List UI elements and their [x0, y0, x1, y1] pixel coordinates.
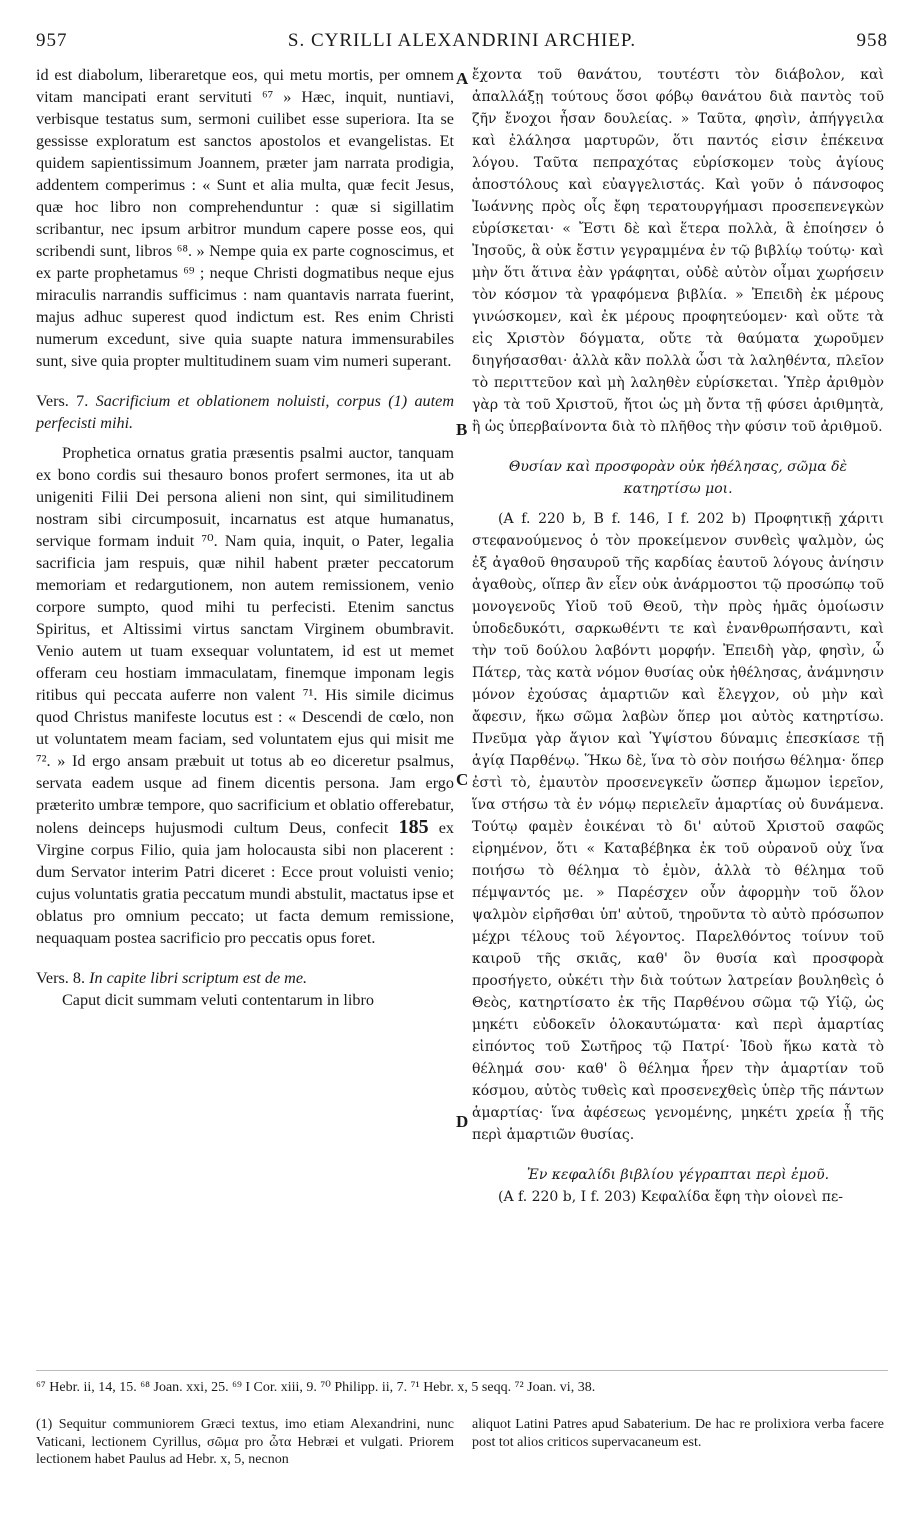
verse-7-text-latin: Sacrificium et oblationem noluisti, corpus (1) autem perfecisti mihi. — [36, 392, 455, 432]
left-column-number: 957 — [36, 30, 68, 51]
greek-paragraph-2-text: Προφητικῇ χάριτι στεφανούμενος ὁ τὸν προκείμενον συνθεὶς ψαλμὸν, ὡς ἐξ ἀγαθοῦ θησαυροῦ τῆς καρδίας ἑαυτοῦ λόγους ἀνίησιν ἀγαθοὺς, οἵπερ ἂν εἶεν οὐκ ἀνάρμοστοι τῷ προσώπῳ τοῦ μονογενοῦς Υἱοῦ τοῦ Θεοῦ, τὴν πρὸς ἡμᾶς ὁμοίωσιν ὑποδεδυκότι, σαρκωθέντι τε καὶ ἐνανθρωπήσαντι, καὶ τὴν τοῦ δούλου λαβόντι μορφήν. Ἐπειδὴ γὰρ, φησὶν, ὦ Πάτερ, τὰς κατὰ νόμον θυσίας οὐκ ἠθέλησας, ἀνάμνησιν μόνον ἐχούσας ἁμαρτιῶν καὶ ἔλεγχον, οὐ μὴν καὶ ἄφεσιν, ἥκω σῶμα λαβὼν ὅπερ μοι αὐτὸς κατηρτίσω. Πνεῦμα γὰρ ἅγιον καὶ Ὑψίστου δύναμις ἐπεσκίασε τῇ ἁγίᾳ Παρθένῳ. Ἥκω δὲ, ἵνα τὸ σὸν ποιήσω θέλημα· ὅπερ ἐστὶ τὸ, ἐμαυτὸν προσενεγκεῖν ὥσπερ ἄμωμον ἱερεῖον, ἵνα στήσω τὰ ἐν νόμῳ περιελεῖν ἁμαρτίας οὐ δυνάμενα. Τούτῳ φαμὲν ἐοικέναι τὸ δι' αὐτοῦ Χριστοῦ σαφῶς εἰρημένον, ὅτι « Καταβέβηκα ἐκ τοῦ οὐρανοῦ οὐχ ἵνα ποιήσω τὸ θέλημα τὸ ἐμὸν, ἀλλὰ τὸ θέλημα τοῦ πέμψαντός με. » Παρέσχεν οὖν ἀφορμὴν τοῦ ὅλον ψαλμὸν εἰρῆσθαι ὑπ' αὐτοῦ, τηροῦντα τὸ αὐτὸ πρόσωπον μέχρι τέλους τοῦ λέγοντος. Παρελθόντος τοίνυν τοῦ καιροῦ τῆς σκιᾶς, καθ' ὃν θυσία καὶ προσφορὰ προσήγετο, οὐκέτι τὴν διὰ τούτων λατρείαν βουληθεὶς ὁ Θεὸς, κατηρτίσατο ἐκ τῆς Παρθένου σῶμα τῷ Υἱῷ, ὡς μηκέτι εὐδοκεῖν ὁλοκαυτώματα· καὶ περὶ ἁμαρτίας εἰπόντος τοῦ Σωτῆρος τῷ Πατρί· Ἰδοὺ ἥκω κατὰ τὸ θέλημά σου· καθ' ὃ θέλημα ἦρεν τὴν ἁμαρτίαν τοῦ κόσμου, αὐτὸς τυθεὶς καὶ προσενεχθεὶς ὑπὲρ τῆς πάντων ἁμαρτίας· ἵνα ἀφέσεως γενομένης, μηκέτι χρεία ᾖ τῆς περὶ ἁμαρτιῶν θυσίας. — [472, 511, 884, 1143]
critical-note-left: (1) Sequitur communiorem Græci textus, imo etiam Alexandrini, nunc Vaticani, lectionem Cyrillus, σῶμα pro ὦτα Hebræi et vulgati. Priorem lectionem habet Paulus ad Hebr. x, 5, necnon — [36, 1417, 454, 1467]
footnote-divider — [36, 1370, 888, 1371]
verse-8-heading-latin — [36, 967, 454, 989]
running-title: S. CYRILLI ALEXANDRINI ARCHIEP. — [287, 30, 637, 51]
verse-7-heading-latin — [36, 390, 454, 434]
margin-letter-b: B — [456, 420, 468, 439]
verse-8-label: Vers. 8. — [36, 969, 86, 987]
latin-paragraph-2 — [36, 442, 454, 949]
critical-note-right: aliquot Latini Patres apud Sabaterium. De hac re prolixiora verba facere post tot alios criticos supervacaneum est. — [472, 1417, 884, 1450]
greek-paragraph-3-ref: (A f. 220 b, I f. 203) — [498, 1189, 637, 1205]
greek-paragraph-2 — [472, 508, 884, 1146]
greek-paragraph-1: ἔχοντα τοῦ θανάτου, τουτέστι τὸν διάβολον, καὶ ἀπαλλάξῃ τούτους ὅσοι φόβῳ θανάτου διὰ παντὸς τοῦ ζῆν ἔνοχοι ἦσαν δουλείας. » Ταῦτα, φησὶν, ἀπήγγειλα καὶ ἐλάλησα μαρτυρῶν, ὅτι παντός εἰσιν ἐπέκεινα λόγου. Ταῦτα πεπραχότας εὑρίσκομεν τοὺς ἁγίους ἀποστόλους καὶ εὐαγγελιστάς. Καὶ γοῦν ὁ πάνσοφος Ἰωάννης πρὸς οἷς ἔφη τερατουργήμασι προσεπενεγκὼν εὑρίσκεται· « Ἔστι δὲ καὶ ἕτερα πολλὰ, ἃ ἐποίησεν ὁ Ἰησοῦς, ἃ οὐκ ἔστιν γεγραμμένα ἐν τῷ βιβλίῳ τούτῳ· καὶ μὴν ὅτι ἅτινα ἐὰν γράφηται, οὐδὲ αὐτὸν οἶμαι χωρήσειν τὸν κόσμον τὰ γραφόμενα βιβλία. » Ἐπειδὴ ἐκ μέρους γινώσκομεν, καὶ ἐκ μέρους προφητεύομεν· καὶ οὔτε τὰ εἰς Χριστὸν δόγματα, οὔτε τὰ θαύματα χωροῦμεν διηγήσασθαι· ἀλλὰ κἂν πολλὰ ὦσι τὰ λαληθέντα, πλεῖον τὸ περιττεῦον καὶ μὴ λαληθὲν εὑρίσκεται. Ὑπὲρ ἀριθμὸν γὰρ τὰ τοῦ Χριστοῦ, ἤτοι ὡς μὴ ὄντα τῇ φύσει ἀριθμητὰ, ἢ ὡς ὑπερβαίνοντα διὰ τὸ πλῆθος τὴν φύσιν τοῦ ἀριθμοῦ. — [472, 67, 884, 435]
verse-8-text-latin: In capite libri scriptum est de me. — [89, 969, 308, 987]
greek-paragraph-3 — [472, 1186, 884, 1208]
verse-7-heading-greek: Θυσίαν καὶ προσφορὰν οὐκ ἠθέλησας, σῶμα δὲ κατηρτίσω μοι. — [508, 459, 848, 497]
margin-letter-c: C — [456, 770, 469, 789]
margin-letter-d: D — [456, 1112, 469, 1131]
verse-8-heading-greek: Ἐν κεφαλίδι βιβλίου γέγραπται περὶ ἐμοῦ. — [526, 1167, 830, 1183]
latin-paragraph-1: id est diabolum, liberaretque eos, qui metu mortis, per omnem vitam mancipati erant servituti ⁶⁷ » Hæc, inquit, nuntiavi, verbisque testatus sum, sermoni cuilibet esse superiora. Ita se gessisse exploratum est sanctos apostolos et evangelistas. Et quidem sapientissimum Joannem, præter jam narrata prodigia, addentem comperimus : « Sunt et alia multa, quæ fecit Jesus, quæ hoc libro non comprehenduntur : quæ si sigillatim scribantur, nec ipsum arbitror mundum capere posse eos, qui scribendi sunt, libros ⁶⁸. » Nempe quia ex parte cognoscimus, et ex parte prophetamus ⁶⁹ ; neque Christi dogmatibus neque ejus miraculis narrandis sufficimus : nam quantavis narrata fuerint, majus adhuc superest quod indictum est. Res enim Christi numerum excedunt, sive quia suapte natura immensurabiles sunt, sive quia propter multitudinem suam vim numeri superant. — [36, 66, 454, 370]
column-marker: 185 — [398, 816, 429, 838]
greek-paragraph-3-text: Κεφαλίδα ἔφη τὴν οἱονεὶ πε- — [640, 1189, 843, 1205]
running-header — [36, 30, 888, 56]
latin-paragraph-3: Caput dicit summam veluti contentarum in libro — [62, 991, 375, 1009]
greek-paragraph-2-ref: (A f. 220 b, B f. 146, I f. 202 b) — [498, 511, 747, 527]
margin-letter-a: A — [456, 69, 469, 88]
greek-column — [472, 64, 884, 1208]
latin-paragraph-2-part-2: ex Virgine corpus Filio, quia jam holocausta sibi non placerent : dum Servator interim Patri diceret : Ecce prout voluisti venio; cujus voluntatis gratia peccatum mundi abstulit, mactatus ipse et oblatus pro omnium peccato; ut facta demum remissione, nequaquam postea sacrificio pro peccatis opus foret. — [36, 819, 455, 947]
right-column-number: 958 — [856, 30, 888, 51]
latin-column — [36, 64, 454, 1011]
verse-7-label: Vers. 7. — [36, 392, 89, 410]
latin-paragraph-2-part-1: Prophetica ornatus gratia præsentis psalmi auctor, tanquam ex bono cordis sui thesauro bonos profert sermones, ita ut ab unigeniti Filii Dei persona alieni non sint, qui similitudinem nostram sibi circumposuit, incarnatus est atque humanatus, servique formam induit ⁷⁰. Nam quia, inquit, o Pater, legalia sacrificia jam respuis, quæ nihil habent præter peccatorum memoriam et redargutionem, non autem remissionem, venio corpore sumpto, quod mihi tu perfecisti. Etenim sanctus Spiritus, et Altissimi virtus sanctam Virginem obumbravit. Venio autem ut tuam exsequar voluntatem, id est ut memet offeram ceu hostiam immaculatam, finemque imponam legis ritibus qui peccata auferre non valent ⁷¹. His simile dicimus quod Christus manifeste locutus est : « Descendi de cœlo, non ut voluntatem meam faciam, sed voluntatem ejus qui misit me ⁷². » Id ergo ansam præbuit ut totus ab eo diceretur psalmus, servata eadem usque ad finem dicentis persona. Jam ergo præterito umbræ tempore, quo sacrificium et oblatio offerebatur, nolens deinceps hujusmodi cultum Deus, confecit — [36, 444, 454, 837]
scripture-references: ⁶⁷ Hebr. ii, 14, 15. ⁶⁸ Joan. xxi, 25. ⁶⁹ I Cor. xiii, 9. ⁷⁰ Philipp. ii, 7. ⁷¹ Hebr. x, 5 seqq. ⁷² Joan. vi, 38. — [36, 1380, 596, 1395]
